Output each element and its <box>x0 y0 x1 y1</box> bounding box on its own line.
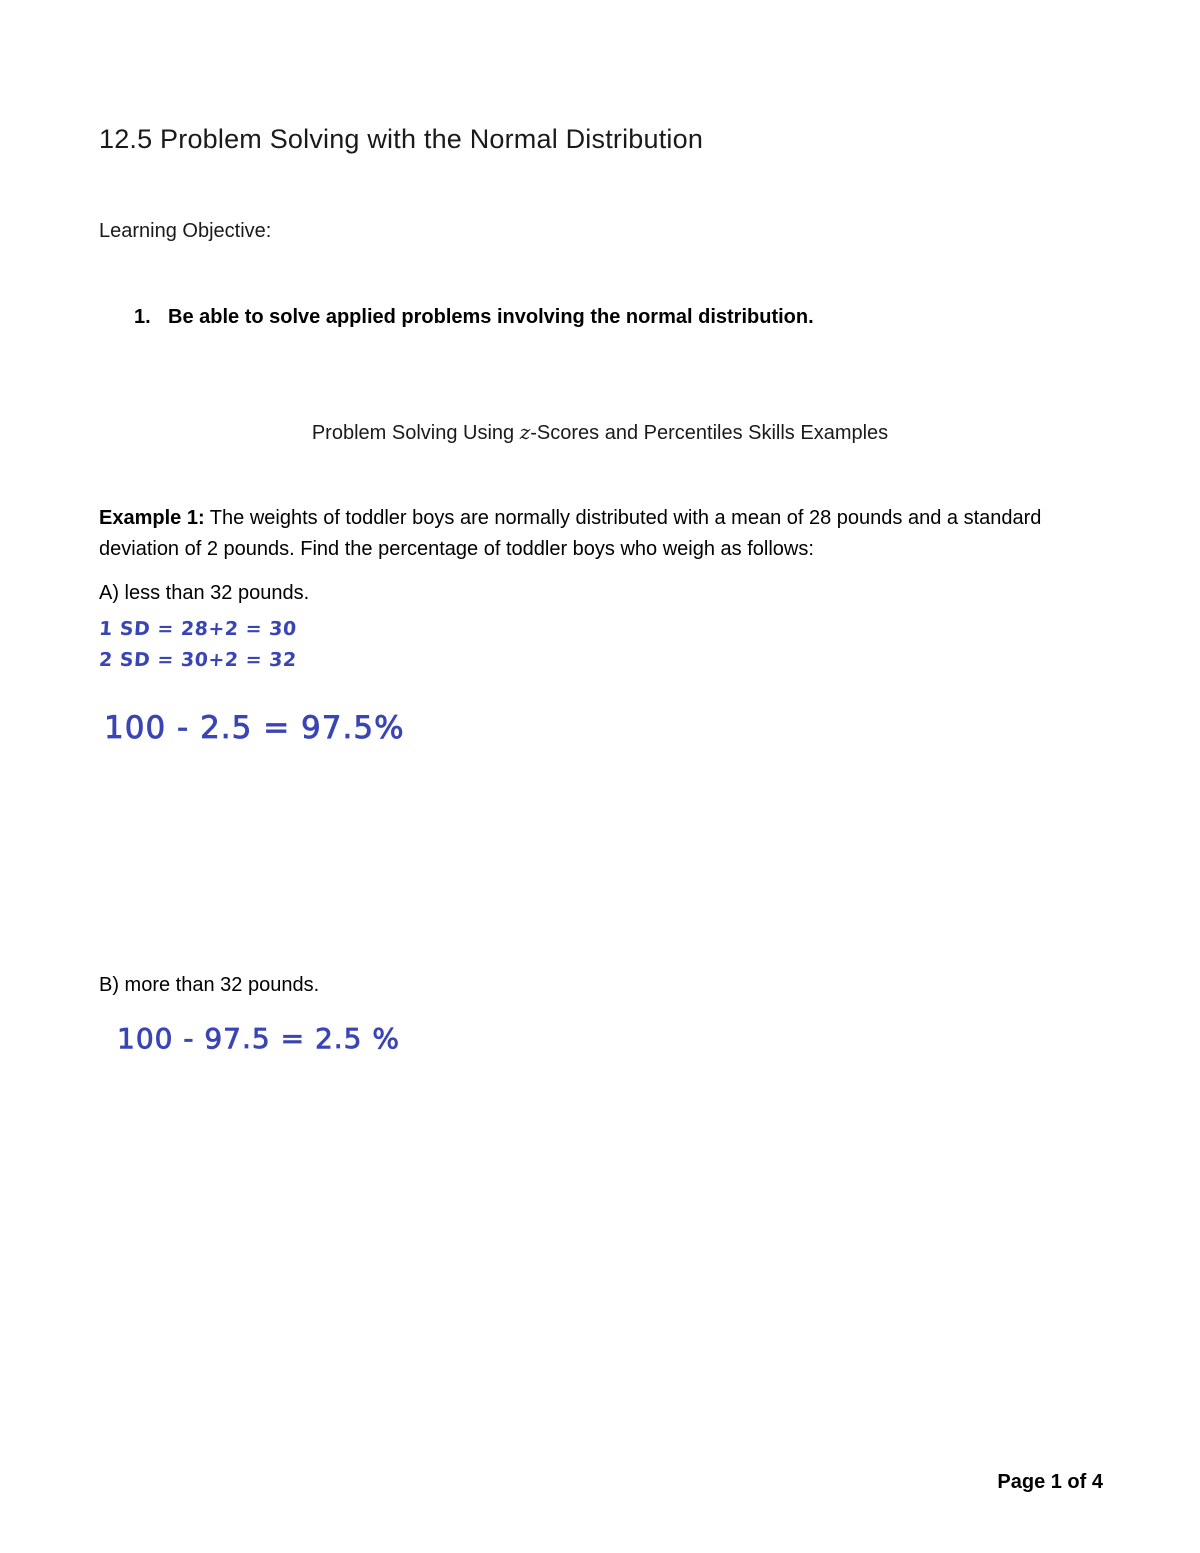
objective-number: 1. <box>134 306 151 328</box>
part-a-question: A) less than 32 pounds. <box>99 582 310 604</box>
handwritten-note: 2 SD = 30+2 = 32 <box>98 649 298 671</box>
example-1-statement <box>99 503 1059 565</box>
section-heading-before: Problem Solving Using <box>311 422 520 444</box>
learning-objective-label: Learning Objective: <box>99 220 272 242</box>
part-b-question: B) more than 32 pounds. <box>99 974 320 996</box>
section-heading <box>0 420 1200 445</box>
example-1-text: The weights of toddler boys are normally distributed with a mean of 28 pounds and a standard deviation of 2 pounds. Find the percentage of toddler boys who weigh as follows: <box>99 507 1042 560</box>
objective-item <box>134 306 814 329</box>
section-heading-after: -Scores and Percentiles Skills Examples <box>530 422 889 444</box>
section-heading-variable: z <box>519 420 531 444</box>
handwritten-answer: 100 - 2.5 = 97.5% <box>104 710 405 746</box>
example-1-label: Example 1: <box>99 507 205 529</box>
objective-text: Be able to solve applied problems involving the normal distribution. <box>168 306 814 328</box>
handwritten-answer: 100 - 97.5 = 2.5 % <box>117 1022 400 1055</box>
page-number-footer: Page 1 of 4 <box>997 1471 1103 1493</box>
page-title: 12.5 Problem Solving with the Normal Distribution <box>99 124 704 154</box>
handwritten-note: 1 SD = 28+2 = 30 <box>98 618 298 640</box>
